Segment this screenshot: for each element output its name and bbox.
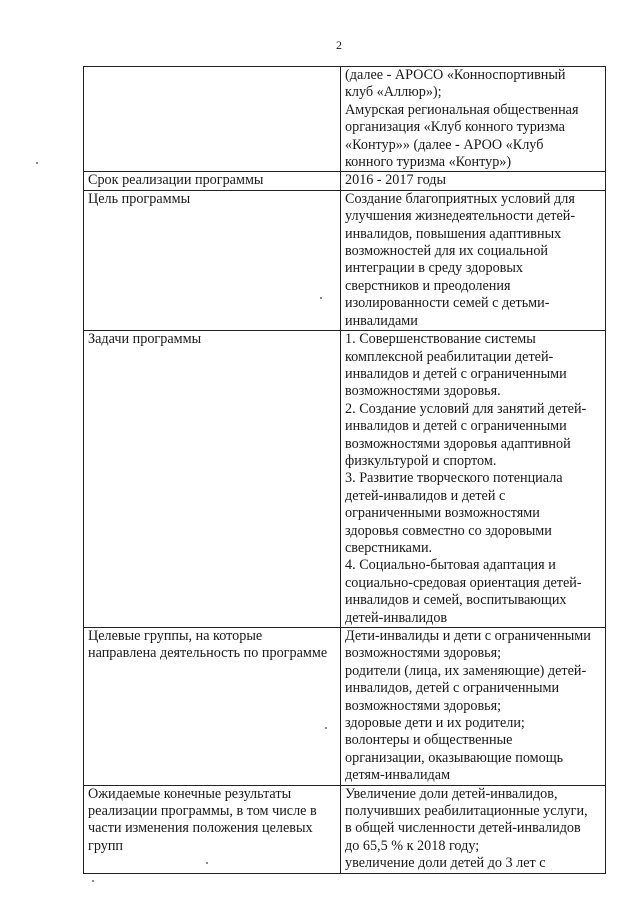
row-value-line: инвалидов и детей с ограниченными (345, 418, 567, 435)
row-value-line: изолированности семей с детьми- (345, 295, 550, 312)
scan-speck (36, 162, 38, 164)
row-label (84, 172, 341, 190)
row-value (341, 331, 606, 628)
row-value-line: детям-инвалидам (345, 767, 451, 784)
row-value-line: детей-инвалидов (345, 609, 448, 626)
row-value-line: 3. Развитие творческого потенциала (345, 470, 563, 487)
row-value (341, 785, 606, 873)
table-row (84, 331, 606, 628)
row-value-line: улучшения жизнедеятельности детей- (345, 208, 576, 225)
row-value-line: детей-инвалидов и детей с (345, 487, 506, 504)
row-value-line: физкультурой и спортом. (345, 452, 497, 469)
row-value-line: инвалидов и семей, воспитывающих (345, 592, 567, 609)
row-value-line: сверстниками. (345, 539, 433, 556)
table-row (84, 172, 606, 190)
row-value-line: получивших реабилитационные услуги, (345, 803, 588, 820)
row-value-line: возможностями здоровья; (345, 645, 502, 662)
row-value-line: клуб «Аллюр»); (345, 84, 442, 101)
row-value-line: здоровые дети и их родители; (345, 715, 525, 732)
program-passport-table (83, 66, 606, 874)
scan-speck (325, 727, 327, 729)
row-label-line: части изменения положения целевых (88, 820, 313, 837)
row-value (341, 67, 606, 172)
row-label (84, 67, 341, 172)
row-value-line: возможностями здоровья адаптивной (345, 435, 571, 452)
row-label-line: Срок реализации программы (88, 172, 264, 189)
row-value-line: 4. Социально-бытовая адаптация и (345, 557, 556, 574)
row-value-line: 1. Совершенствование системы (345, 331, 536, 348)
row-label (84, 785, 341, 873)
row-value-line: организация «Клуб конного туризма (345, 119, 565, 136)
scan-speck (206, 862, 208, 864)
row-value-line: возможностями здоровья; (345, 697, 502, 714)
row-value-line: увеличение доли детей до 3 лет с (345, 855, 546, 872)
row-value-line: социально-средовая ориентация детей- (345, 574, 582, 591)
row-value-line: инвалидов и детей с ограниченными (345, 365, 567, 382)
table-row (84, 67, 606, 172)
row-label (84, 331, 341, 628)
row-value-line: «Контур»» (далее - АРОО «Клуб (345, 136, 544, 153)
scan-speck (92, 880, 94, 882)
row-label-line: групп (88, 837, 124, 854)
row-value-line: 2016 - 2017 годы (345, 172, 447, 189)
row-label-line: направлена деятельность по программе (88, 645, 328, 662)
row-value (341, 190, 606, 330)
table-row (84, 190, 606, 330)
row-value-line: интеграции в среду здоровых (345, 260, 523, 277)
scan-speck (320, 297, 322, 299)
row-value-line: до 65,5 % к 2018 году; (345, 837, 480, 854)
row-value-line: организации, оказывающие помощь (345, 749, 564, 766)
row-value-line: комплексной реабилитации детей- (345, 348, 554, 365)
row-value-line: возможностей для их социальной (345, 243, 549, 260)
row-value-line: Дети-инвалиды и дети с ограниченными (345, 628, 591, 644)
row-label-line: Целевые группы, на которые (88, 628, 263, 644)
row-label (84, 628, 341, 786)
row-label-line: Задачи программы (88, 331, 202, 348)
table-row (84, 628, 606, 786)
row-value-line: инвалидов, детей с ограниченными (345, 680, 560, 697)
row-value-line: 2. Создание условий для занятий детей- (345, 400, 587, 417)
row-value-line: инвалидов, повышения адаптивных (345, 225, 562, 242)
row-value-line: здоровья совместно со здоровыми (345, 522, 552, 539)
row-label-line: реализации программы, в том числе в (88, 803, 317, 820)
row-value-line: Увеличение доли детей-инвалидов, (345, 785, 558, 802)
row-value-line: возможностями здоровья. (345, 383, 501, 400)
row-value-line: волонтеры и общественные (345, 732, 513, 749)
row-label-line: Ожидаемые конечные результаты (88, 785, 292, 802)
row-value (341, 172, 606, 190)
row-value-line: сверстников и преодоления (345, 277, 511, 294)
row-value-line: Создание благоприятных условий для (345, 190, 575, 207)
page-number: 2 (336, 38, 342, 52)
row-value-line: конного туризма «Контур») (345, 154, 512, 171)
row-value-line: в общей численности детей-инвалидов (345, 820, 581, 837)
row-value (341, 628, 606, 786)
row-value-line: (далее - АРОСО «Конноспортивный (345, 67, 566, 83)
row-label (84, 190, 341, 330)
table-row (84, 785, 606, 873)
row-value-line: ограниченными возможностями (345, 505, 540, 522)
row-label-line: Цель программы (88, 190, 191, 207)
row-value-line: инвалидами (345, 312, 418, 329)
row-value-line: Амурская региональная общественная (345, 101, 579, 118)
row-value-line: родители (лица, их заменяющие) детей- (345, 662, 587, 679)
